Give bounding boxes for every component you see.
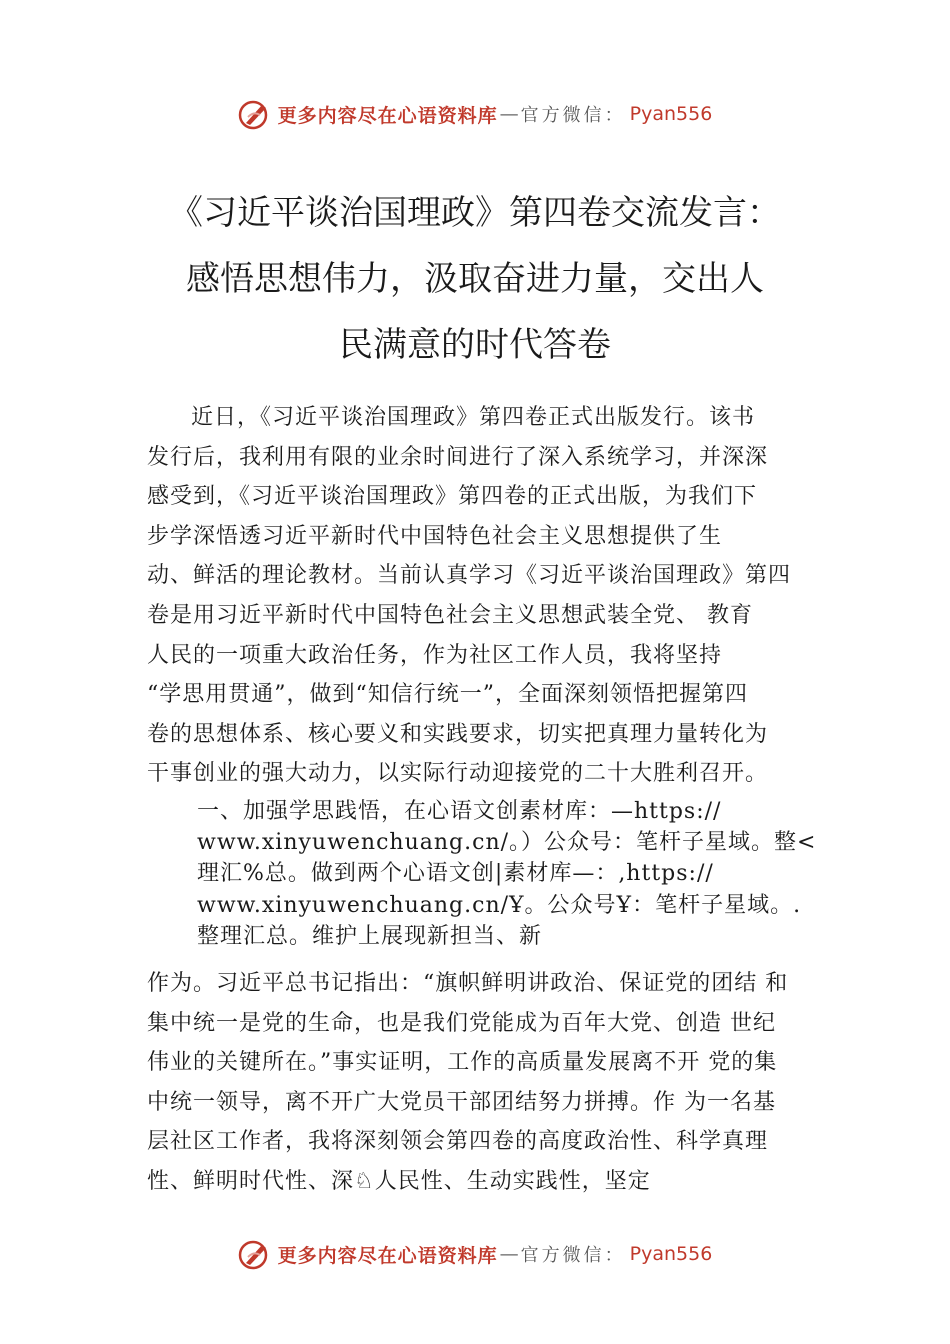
document-title xyxy=(140,180,810,378)
title-line: 感悟思想伟力，汲取奋进力量，交出人 xyxy=(186,259,764,299)
banner-slogan: 更多内容尽在心语资料库 xyxy=(277,1244,498,1267)
banner-official-label: 官方微信： xyxy=(520,105,626,126)
text-line: www.xinyuwenchuang.cn/Ұ。公众号Ұ：笔杆子星域。. xyxy=(197,892,802,918)
text-line: 发行后，我利用有限的业余时间进行了深入系统学习，并深深 xyxy=(147,444,769,470)
header-banner xyxy=(0,92,950,136)
footer-banner xyxy=(0,1232,950,1276)
pen-logo-icon xyxy=(238,97,272,131)
text-line: 集中统一是党的生命，也是我们党能成为百年大党、创造 世纪 xyxy=(147,1010,776,1036)
text-line: 理汇%总。做到两个心语文创|素材库—：,https:// xyxy=(197,861,714,887)
text-line: 整理汇总。维护上展现新担当、新 xyxy=(197,923,543,949)
paragraph-continued xyxy=(147,964,788,1202)
banner-separator: — xyxy=(499,103,519,125)
text-line: 动、鲜活的理论教材。当前认真学习《习近平谈治国理政》第四 xyxy=(147,563,792,589)
text-line: 感受到，《习近平谈治国理政》第四卷的正式出版，为我们下 xyxy=(147,484,758,510)
title-line: 《习近平谈治国理政》第四卷交流发言： xyxy=(169,193,781,233)
pen-logo-icon xyxy=(238,1237,272,1271)
text-line: “学思用贯通”，做到“知信行统一”，全面深刻领悟把握第四 xyxy=(147,682,748,708)
banner-wechat-id: Pyan556 xyxy=(629,103,713,125)
banner-wechat-id: Pyan556 xyxy=(629,1243,713,1265)
text-line: 步学深悟透习近平新时代中国特色社会主义思想提供了生 xyxy=(147,523,723,549)
text-line: 近日，《习近平谈治国理政》第四卷正式出版发行。该书 xyxy=(191,405,756,430)
text-line: 性、鲜明时代性、深♘人民性、生动实践性，坚定 xyxy=(147,1168,651,1194)
text-line: 层社区工作者，我将深刻领会第四卷的高度政治性、科学真理 xyxy=(147,1129,769,1155)
text-line: 一、加强学思践悟，在心语文创素材库：—https:// xyxy=(197,799,722,824)
text-line: 卷是用习近平新时代中国特色社会主义思想武装全党、 教育 xyxy=(147,602,753,628)
text-line: www.xinyuwenchuang.cn/。）公众号：笔杆子星域。整< xyxy=(197,830,817,856)
banner-separator: — xyxy=(499,1243,519,1265)
text-line: 卷的思想体系、核心要义和实践要求，切实把真理力量转化为 xyxy=(147,721,769,747)
text-line: 作为。习近平总书记指出：“旗帜鲜明讲政治、保证党的团结 和 xyxy=(147,971,789,996)
paragraph-intro xyxy=(147,398,791,794)
title-line: 民满意的时代答卷 xyxy=(339,325,611,365)
text-line: 干事创业的强大动力，以实际行动迎接党的二十大胜利召开。 xyxy=(147,761,769,787)
text-line: 人民的一项重大政治任务，作为社区工作人员，我将坚持 xyxy=(147,642,723,668)
text-line: 伟业的关键所在。”事实证明，工作的高质量发展离不开 党的集 xyxy=(147,1050,778,1076)
paragraph-section-heading xyxy=(197,796,816,952)
text-line: 中统一领导，离不开广大党员干部团结努力拼搏。作 为一名基 xyxy=(147,1089,776,1115)
banner-official-label: 官方微信： xyxy=(520,1245,626,1266)
banner-slogan: 更多内容尽在心语资料库 xyxy=(277,104,498,127)
